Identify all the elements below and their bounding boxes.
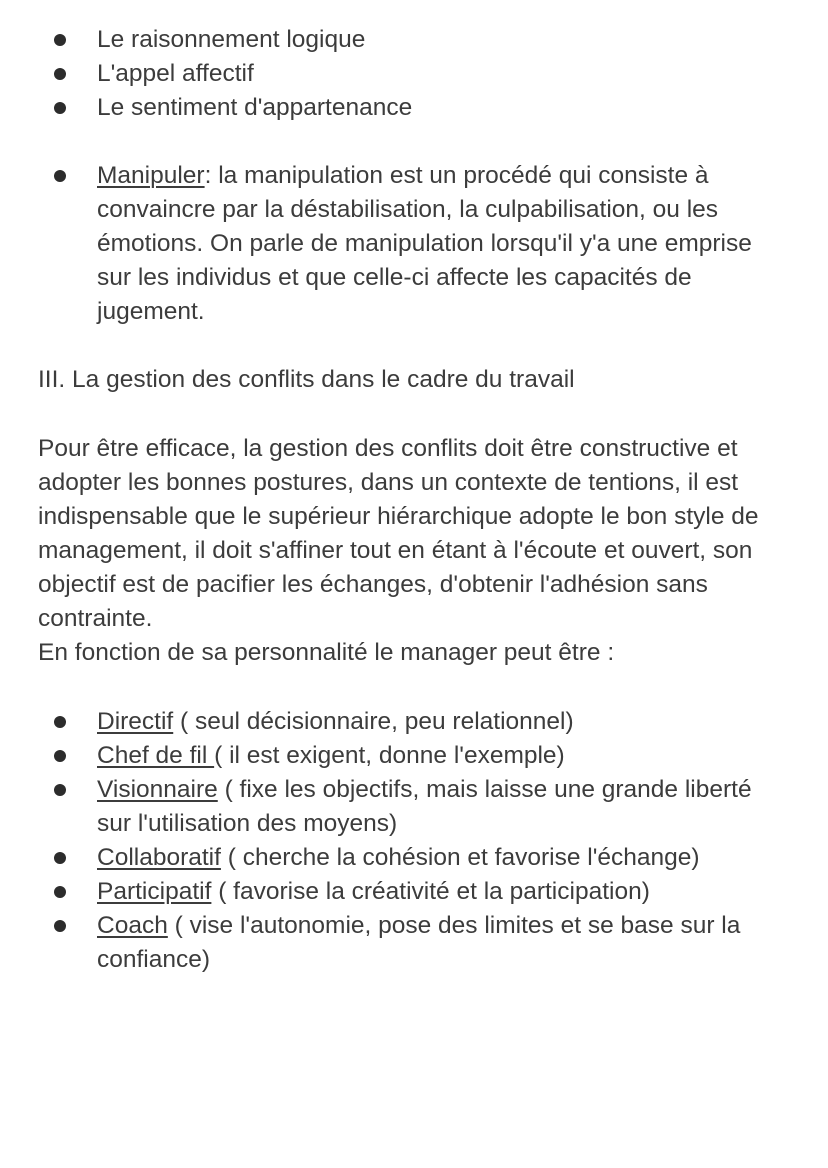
list-item-text: Le raisonnement logique — [97, 26, 366, 53]
bullet-icon — [54, 750, 66, 762]
section-heading: III. La gestion des conflits dans le cadre du travail — [38, 366, 575, 393]
style-line — [97, 773, 752, 807]
bullet-icon — [54, 784, 66, 796]
style-desc: ( fixe les objectifs, mais laisse une grande liberté — [217, 776, 752, 803]
style-line-cont: sur l'utilisation des moyens) — [97, 810, 398, 837]
manipuler-line-4: sur les individus et que celle-ci affecte les capacités de — [97, 264, 692, 291]
style-line — [97, 909, 740, 943]
manipuler-line-2: convaincre par la déstabilisation, la culpabilisation, ou les — [97, 196, 719, 223]
style-desc: ( il est exigent, donne l'exemple) — [214, 742, 565, 769]
style-term: Collaboratif — [97, 844, 221, 871]
manipuler-line-3: émotions. On parle de manipulation lorsqu'il y'a une emprise — [97, 230, 752, 257]
list-item-text: Le sentiment d'appartenance — [97, 94, 413, 121]
style-desc: ( seul décisionnaire, peu relationnel) — [173, 708, 574, 735]
bullet-icon — [54, 716, 66, 728]
manipuler-line-5: jugement. — [97, 298, 205, 325]
manipuler-text: : la manipulation est un procédé qui consiste à — [204, 162, 709, 189]
list-item-text: L'appel affectif — [97, 60, 254, 87]
manipuler-line-1 — [97, 159, 709, 193]
style-term: Chef de fil — [97, 742, 215, 769]
bullet-icon — [54, 68, 66, 80]
paragraph-line: management, il doit s'affiner tout en étant à l'écoute et ouvert, son — [38, 537, 753, 564]
style-line — [97, 705, 574, 739]
bullet-icon — [54, 920, 66, 932]
manipuler-term: Manipuler — [97, 162, 205, 189]
intro-line: En fonction de sa personnalité le manager peut être : — [38, 639, 615, 666]
bullet-icon — [54, 852, 66, 864]
style-line — [97, 739, 565, 773]
style-desc: ( vise l'autonomie, pose des limites et se base sur la — [167, 912, 741, 939]
style-desc: ( cherche la cohésion et favorise l'échange) — [220, 844, 700, 871]
paragraph-line: adopter les bonnes postures, dans un contexte de tentions, il est — [38, 469, 739, 496]
bullet-icon — [54, 102, 66, 114]
style-term: Visionnaire — [97, 776, 218, 803]
bullet-icon — [54, 170, 66, 182]
style-line — [97, 875, 650, 909]
style-desc: ( favorise la créativité et la participation) — [211, 878, 650, 905]
paragraph-line: indispensable que le supérieur hiérarchique adopte le bon style de — [38, 503, 759, 530]
paragraph-line: Pour être efficace, la gestion des conflits doit être constructive et — [38, 435, 738, 462]
style-term: Coach — [97, 912, 168, 939]
style-term: Directif — [97, 708, 174, 735]
style-line-cont: confiance) — [97, 946, 211, 973]
bullet-icon — [54, 34, 66, 46]
paragraph-line: contrainte. — [38, 605, 153, 632]
paragraph-line: objectif est de pacifier les échanges, d'obtenir l'adhésion sans — [38, 571, 708, 598]
style-line — [97, 841, 700, 875]
style-term: Participatif — [97, 878, 212, 905]
bullet-icon — [54, 886, 66, 898]
